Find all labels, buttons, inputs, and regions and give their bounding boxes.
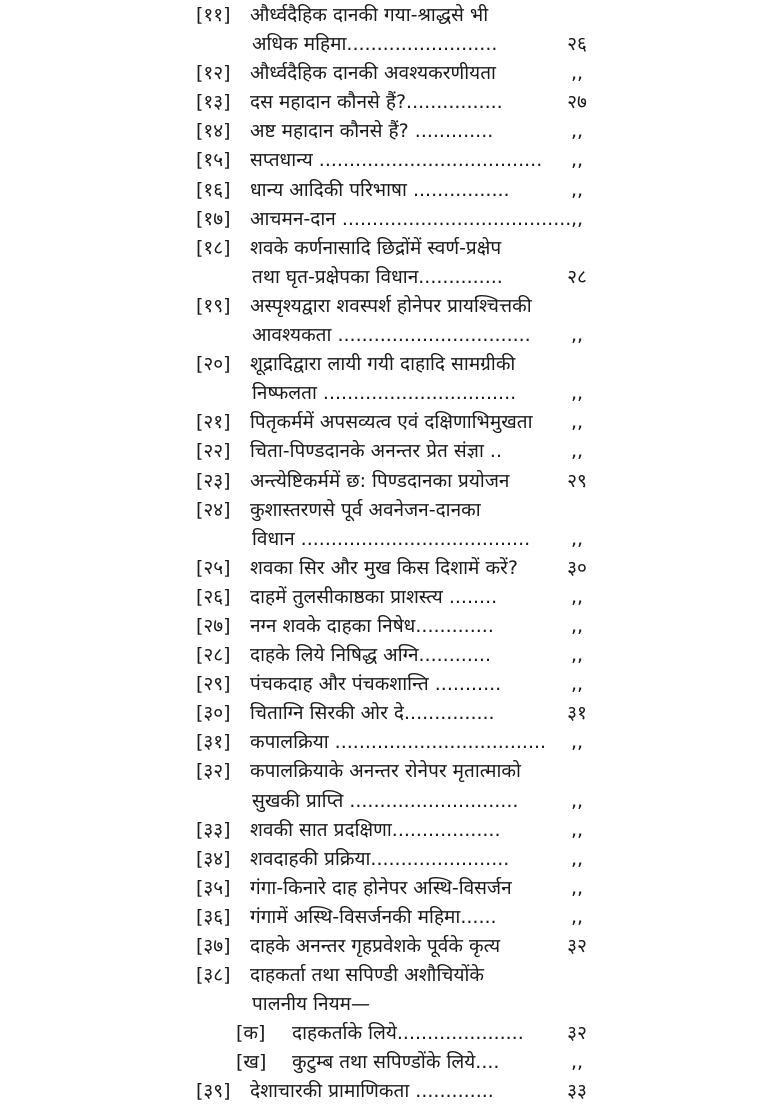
toc-entry (0, 496, 780, 525)
page-number: ,, (570, 644, 584, 667)
entry-title: और्ध्वदैहिक दानकी अवश्यकरणीयता (250, 62, 496, 85)
entry-number: [३३] (196, 818, 231, 841)
entry-number: [१५] (196, 149, 231, 172)
toc-entry-continuation (0, 379, 780, 408)
entry-number: [३७] (196, 935, 231, 957)
entry-title: सप्तधान्य ..................................... (250, 149, 543, 172)
page-number: ३२ (567, 1022, 587, 1045)
entry-title: सुखकी प्राप्ति ............................ (252, 789, 519, 812)
entry-number: [१९] (196, 294, 231, 317)
entry-number: [१७] (196, 207, 231, 230)
entry-number: [१८] (196, 236, 231, 259)
entry-number: [२६] (196, 585, 231, 608)
entry-title: शवका सिर और मुख किस दिशामें करें? (250, 556, 518, 579)
page-number: २८ (567, 265, 587, 288)
toc-entry (0, 292, 780, 321)
entry-number: [२४] (196, 498, 231, 521)
page-number: ,, (570, 62, 584, 85)
toc-entry-continuation (0, 30, 780, 59)
toc-entry (0, 117, 780, 146)
entry-number: [२८] (196, 644, 231, 667)
entry-title: देशाचारकी प्रामाणिकता ............. (250, 1080, 494, 1103)
page-number: ,, (570, 440, 584, 463)
toc-entry (0, 554, 780, 583)
entry-number: [३१] (196, 731, 231, 754)
entry-title: दाहके अनन्तर गृहप्रवेशके पूर्वके कृत्य (250, 935, 501, 957)
toc-entry-continuation (0, 787, 780, 816)
entry-title: चिताग्नि सिरकी ओर दे............... (250, 702, 495, 725)
entry-title: कपालक्रिया ................................... (250, 731, 547, 754)
page-number: ३१ (567, 702, 587, 725)
toc-entry (0, 757, 780, 786)
page-number: ,, (570, 120, 584, 143)
entry-title: आचमन-दान ...................................... (250, 207, 572, 230)
page-number: २७ (567, 91, 587, 114)
page-number: ,, (570, 178, 584, 201)
page-number: ३२ (567, 935, 587, 957)
entry-number: [१६] (196, 178, 231, 201)
page-number: ३३ (567, 1080, 587, 1103)
page-number: ,, (570, 1051, 584, 1074)
page-number: ,, (570, 905, 584, 928)
toc-entry (0, 932, 780, 961)
table-of-contents (0, 1, 780, 1107)
toc-entry (0, 874, 780, 903)
entry-title: अष्ट महादान कौनसे हैं? ............. (250, 120, 494, 143)
entry-title: अन्त्येष्टिकर्ममें छ: पिण्डदानका प्रयोजन (250, 469, 510, 492)
entry-title: विधान ...................................... (252, 527, 531, 550)
entry-number: [क] (236, 1022, 266, 1045)
page-number: ,, (570, 614, 584, 637)
page-number: ,, (570, 789, 584, 812)
toc-entry (0, 641, 780, 670)
toc-entry (0, 612, 780, 641)
toc-entry (0, 350, 780, 379)
entry-title: दाहकर्ता तथा सपिण्डी अशौचियोंके (250, 964, 484, 987)
entry-number: [२५] (196, 556, 231, 579)
entry-number: [३९] (196, 1080, 231, 1103)
entry-title: दाहके लिये निषिद्ध अग्नि............ (250, 644, 491, 667)
entry-number: [२१] (196, 411, 231, 434)
toc-entry (0, 59, 780, 88)
toc-entry (0, 845, 780, 874)
toc-entry (0, 699, 780, 728)
page-number: ,, (570, 847, 584, 870)
entry-title: गंगामें अस्थि-विसर्जनकी महिमा...... (250, 905, 497, 928)
entry-number: [३२] (196, 760, 231, 783)
page-number: २६ (567, 33, 587, 56)
entry-title: शूद्रादिद्वारा लायी गयी दाहादि सामग्रीकी (250, 353, 516, 376)
entry-title: कुटुम्ब तथा सपिण्डोंके लिये.... (292, 1051, 500, 1074)
entry-title: कपालक्रियाके अनन्तर रोनेपर मृतात्माको (250, 760, 521, 783)
page-number: ,, (570, 673, 584, 696)
toc-entry-continuation (0, 263, 780, 292)
entry-number: [२३] (196, 469, 231, 492)
toc-entry (0, 583, 780, 612)
toc-entry (0, 961, 780, 990)
entry-title: चिता-पिण्डदानके अनन्तर प्रेत संज्ञा .. (250, 440, 502, 463)
entry-title: कुशास्तरणसे पूर्व अवनेजन-दानका (250, 498, 481, 521)
entry-title: नग्न शवके दाहका निषेध............. (250, 614, 494, 637)
toc-entry (0, 1, 780, 30)
entry-title: और्ध्वदैहिक दानकी गया-श्राद्धसे भी (250, 4, 489, 26)
entry-number: [ख] (236, 1051, 267, 1074)
entry-number: [३६] (196, 905, 231, 928)
entry-title: गंगा-किनारे दाह होनेपर अस्थि-विसर्जन (250, 876, 512, 899)
entry-number: [३५] (196, 876, 231, 899)
toc-entry (0, 903, 780, 932)
entry-number: [३०] (196, 702, 231, 725)
entry-number: [१३] (196, 91, 231, 114)
page-number: ,, (570, 585, 584, 608)
entry-number: [३४] (196, 847, 231, 870)
toc-entry (0, 816, 780, 845)
toc-entry-continuation (0, 990, 780, 1019)
toc-entry (0, 146, 780, 175)
page-number: ,, (570, 731, 584, 754)
entry-number: [१४] (196, 120, 231, 143)
page-number: ,, (570, 818, 584, 841)
entry-title: दाहमें तुलसीकाष्ठका प्राशस्त्य ........ (250, 585, 498, 608)
toc-entry (0, 467, 780, 496)
page-number: ,, (570, 411, 584, 434)
entry-title: दस महादान कौनसे हैं?................ (250, 91, 503, 114)
entry-number: [११] (196, 4, 231, 26)
toc-entry (0, 1077, 780, 1106)
page-number: ,, (570, 527, 584, 550)
entry-title: पितृकर्ममें अपसव्यत्व एवं दक्षिणाभिमुखता (250, 411, 533, 434)
entry-title: धान्य आदिकी परिभाषा ................ (250, 178, 510, 201)
toc-entry-continuation (0, 525, 780, 554)
toc-entry (0, 437, 780, 466)
page-number: ३० (567, 556, 587, 579)
entry-title: पालनीय नियम— (252, 993, 370, 1016)
entry-title: पंचकदाह और पंचकशान्ति ........... (250, 673, 502, 696)
entry-number: [१२] (196, 62, 231, 85)
toc-entry (0, 88, 780, 117)
entry-title: आवश्यकता ................................ (252, 324, 531, 347)
toc-entry (0, 1019, 780, 1048)
toc-entry-continuation (0, 321, 780, 350)
toc-entry (0, 205, 780, 234)
entry-title: निष्फलता ................................ (252, 382, 517, 405)
entry-number: [२२] (196, 440, 231, 463)
entry-title: शवकी सात प्रदक्षिणा.................. (250, 818, 501, 841)
page-number: ,, (570, 324, 584, 347)
entry-number: [२९] (196, 673, 231, 696)
page-number: २९ (567, 469, 587, 492)
page-number: ,, (570, 382, 584, 405)
toc-entry (0, 234, 780, 263)
page-number: ,, (570, 876, 584, 899)
toc-entry (0, 176, 780, 205)
entry-number: [२७] (196, 614, 231, 637)
toc-entry (0, 670, 780, 699)
page-number: ,, (570, 207, 584, 230)
entry-title: शवके कर्णनासादि छिद्रोंमें स्वर्ण-प्रक्षेप (250, 236, 502, 259)
toc-entry (0, 1048, 780, 1077)
entry-number: [२०] (196, 353, 231, 376)
entry-title: अधिक महिमा......................... (252, 33, 498, 56)
entry-title: तथा घृत-प्रक्षेपका विधान.............. (252, 265, 503, 288)
entry-title: अस्पृश्यद्वारा शवस्पर्श होनेपर प्रायश्चित्तकी (250, 294, 532, 317)
toc-entry (0, 408, 780, 437)
entry-title: शवदाहकी प्रक्रिया....................... (250, 847, 510, 870)
entry-number: [३८] (196, 964, 231, 987)
entry-title: दाहकर्ताके लिये..................... (292, 1022, 524, 1045)
toc-entry (0, 728, 780, 757)
page-number: ,, (570, 149, 584, 172)
